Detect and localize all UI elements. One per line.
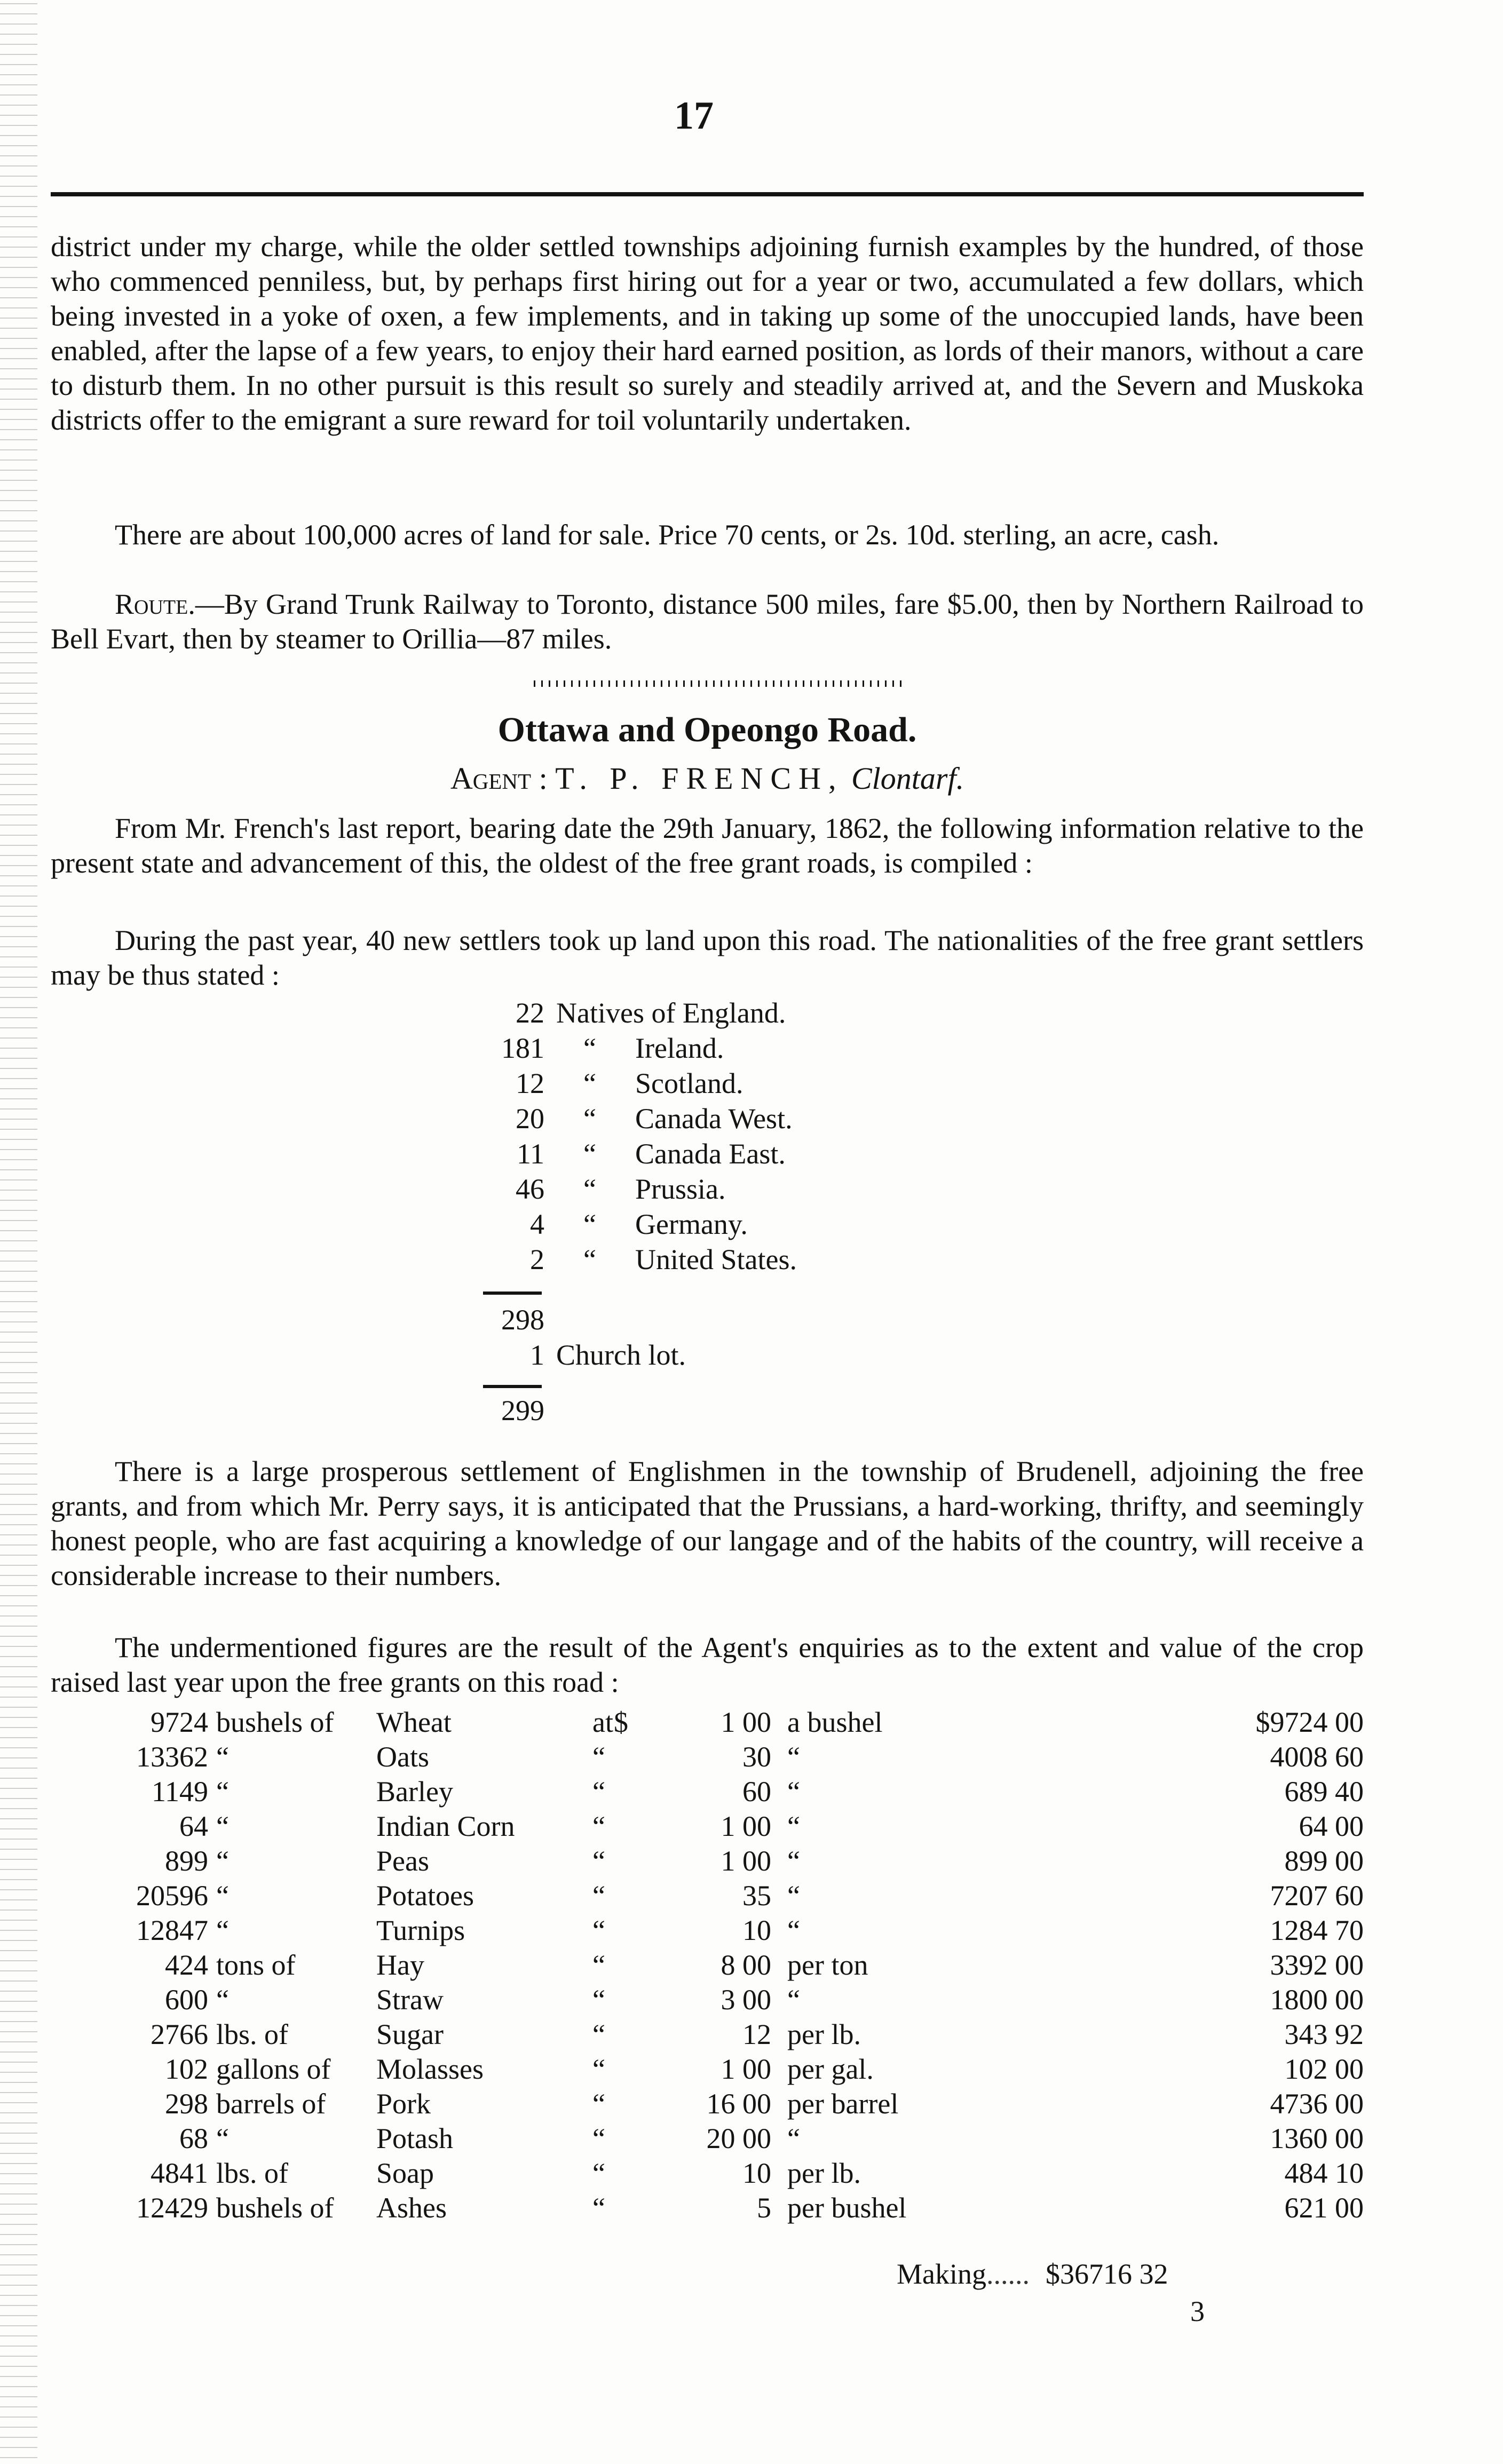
crop-unit-cell: “: [216, 1914, 229, 1946]
crop-price-cell: 5: [757, 2192, 771, 2224]
crop-item-cell: Peas: [376, 1845, 429, 1877]
crop-unit-cell: lbs. of: [216, 2018, 288, 2050]
crop-per-cell: per gal.: [787, 2053, 874, 2085]
crop-qty-cell: 4841: [151, 2157, 208, 2189]
crop-row: [51, 1809, 1364, 1844]
crop-item-cell: Potatoes: [376, 1880, 474, 1912]
nationalities-table: [459, 995, 797, 1277]
nationality-cell: United States.: [635, 1243, 797, 1275]
crop-at-cell: “: [592, 2018, 605, 2050]
crop-item-cell: Soap: [376, 2157, 434, 2189]
crop-per-cell: “: [787, 1880, 800, 1912]
crop-item-cell: Turnips: [376, 1914, 465, 1946]
nationality-row: [459, 1031, 797, 1066]
crop-qty-cell: 12847: [136, 1914, 208, 1946]
crop-qty-cell: 64: [179, 1810, 208, 1842]
nationality-cell: Prussia.: [635, 1173, 726, 1205]
crop-price-cell: 10: [742, 1914, 771, 1946]
crop-at-cell: “: [592, 1880, 605, 1912]
crop-total-cell: 7207 60: [1270, 1880, 1364, 1912]
nationality-cell: “: [583, 1103, 596, 1135]
crop-total-cell: 621 00: [1284, 2192, 1364, 2224]
crop-total-cell: $9724 00: [1255, 1706, 1364, 1738]
total-rule: [483, 1385, 542, 1388]
crop-at-cell: “: [592, 1984, 605, 2016]
header-rule: [51, 192, 1364, 196]
making-label: Making: [897, 2258, 986, 2290]
crop-qty-cell: 9724: [151, 1706, 208, 1738]
nationality-cell: “: [583, 1208, 596, 1240]
crop-qty-cell: 13362: [136, 1741, 208, 1773]
crop-at-cell: “: [592, 1845, 605, 1877]
crop-total-cell: 1360 00: [1270, 2122, 1364, 2154]
crop-per-cell: per ton: [787, 1949, 868, 1981]
crop-unit-cell: “: [216, 1741, 229, 1773]
crop-qty-cell: 600: [165, 1984, 208, 2016]
crop-per-cell: “: [787, 1914, 800, 1946]
crop-at-cell: at: [592, 1706, 613, 1738]
crop-price-cell: 20 00: [706, 2122, 771, 2154]
page-number: 17: [674, 94, 714, 138]
nationality-cell: Germany.: [635, 1208, 748, 1240]
crop-row: [51, 2191, 1364, 2225]
nationality-cell: “: [583, 1243, 596, 1275]
nationality-row: [459, 1066, 797, 1101]
nationality-cell: Ireland.: [635, 1032, 724, 1064]
crop-price-cell: 12: [742, 2018, 771, 2050]
crop-unit-cell: “: [216, 1845, 229, 1877]
crop-price-cell: 10: [742, 2157, 771, 2189]
crop-total-cell: 1284 70: [1270, 1914, 1364, 1946]
nationality-row: [459, 1171, 797, 1207]
nationality-cell: 181: [501, 1032, 544, 1064]
crop-unit-cell: “: [216, 1776, 229, 1808]
intro-paragraph: district under my charge, while the older settled townships adjoining furnish examples by the hundred, of those who commenced penniless, but, by perhaps first hiring out for a year or two, accumulated a few dollars, which being invested in a yoke of oxen, a few implements, and in taking up some of the unoccupied lands, have been enabled, after the lapse of a few years, to enjoy their hard earned position, as lords of their manors, without a care to disturb them. In no other pursuit is this result so surely and steadily arrived at, and the Severn and Muskoka districts offer to the emigrant a sure reward for toil voluntarily undertaken.: [51, 231, 1364, 436]
section-divider: [534, 680, 907, 687]
crop-per-cell: “: [787, 1810, 800, 1842]
making-total-line: Making...... $36716 32: [897, 2258, 1168, 2290]
crop-total-cell: 4736 00: [1270, 2088, 1364, 2120]
crop-price-cell: 1 00: [721, 2053, 771, 2085]
crop-row: [51, 1983, 1364, 2017]
land-sale-paragraph: There are about 100,000 acres of land for sale. Price 70 cents, or 2s. 10d. sterling, an acre, cash.: [115, 519, 1220, 551]
crop-unit-cell: tons of: [216, 1949, 296, 1981]
crop-per-cell: “: [787, 1776, 800, 1808]
crop-qty-cell: 1149: [152, 1776, 208, 1808]
crop-row: [51, 1705, 1364, 1740]
crop-total-cell: 1800 00: [1270, 1984, 1364, 2016]
brudenell-paragraph: There is a large prosperous settlement of Englishmen in the township of Brudenell, adjoining the free grants, and from which Mr. Perry says, it is anticipated that the Prussians, a hard-working, thrifty, and seemingly honest people, who are fast acquiring a knowledge of our langage and of the habits of the country, will receive a considerable increase to their numbers.: [51, 1455, 1364, 1591]
crop-unit-cell: “: [216, 1880, 229, 1912]
route-paragraph: [51, 587, 1364, 656]
crop-per-cell: per lb.: [787, 2018, 861, 2050]
crop-at-cell: “: [592, 1914, 605, 1946]
crop-unit-cell: bushels of: [216, 2192, 334, 2224]
nationality-cell: Canada East.: [635, 1138, 786, 1170]
crop-qty-cell: 424: [165, 1949, 208, 1981]
crop-unit-cell: gallons of: [216, 2053, 331, 2085]
crop-per-cell: “: [787, 1984, 800, 2016]
nationality-row: [459, 1136, 797, 1171]
nationality-cell: “: [583, 1173, 596, 1205]
crop-price-cell: 35: [742, 1880, 771, 1912]
crop-total-cell: 484 10: [1284, 2157, 1364, 2189]
crop-total-cell: 102 00: [1284, 2053, 1364, 2085]
subtotal-rule: [483, 1292, 542, 1295]
crop-item-cell: Oats: [376, 1741, 429, 1773]
crop-qty-cell: 102: [165, 2053, 208, 2085]
crop-at-cell: “: [592, 2122, 605, 2154]
nationality-cell: 2: [530, 1243, 544, 1275]
crop-unit-cell: bushels of: [216, 1706, 334, 1738]
nationality-cell: 20: [516, 1103, 544, 1135]
crop-qty-cell: 12429: [136, 2192, 208, 2224]
crop-unit-cell: “: [216, 1810, 229, 1842]
signature-mark: 3: [1190, 2295, 1205, 2327]
crop-total-cell: 3392 00: [1270, 1949, 1364, 1981]
crop-row: [51, 1913, 1364, 1948]
crop-at-cell: “: [592, 1741, 605, 1773]
crop-per-cell: “: [787, 1741, 800, 1773]
nationalities-total: 299: [501, 1395, 544, 1427]
crop-row: [51, 2156, 1364, 2191]
crop-qty-cell: 2766: [151, 2018, 208, 2050]
crop-row: [51, 2052, 1364, 2087]
settlers-paragraph: During the past year, 40 new settlers took up land upon this road. The nationalities of the free grant settlers may be thus stated :: [51, 924, 1364, 991]
nationalities-total-block: [459, 1393, 544, 1428]
crop-price-cell: 3 00: [721, 1984, 771, 2016]
crop-at-cell: “: [592, 1776, 605, 1808]
crop-row: [51, 2121, 1364, 2156]
crop-total-cell: 343 92: [1284, 2018, 1364, 2050]
crop-price-cell: 1 00: [721, 1706, 771, 1738]
crop-item-cell: Ashes: [376, 2192, 447, 2224]
crop-price-cell: 30: [742, 1741, 771, 1773]
crop-row: [51, 1740, 1364, 1774]
crop-at-cell: “: [592, 2157, 605, 2189]
crop-at-cell: “: [592, 1810, 605, 1842]
crop-item-cell: Pork: [376, 2088, 431, 2120]
crop-price-cell: 1 00: [721, 1845, 771, 1877]
nationalities-subtotal: 298: [501, 1304, 544, 1336]
crop-item-cell: Sugar: [376, 2018, 444, 2050]
nationality-cell: 11: [517, 1138, 544, 1170]
crop-per-cell: “: [787, 2122, 800, 2154]
crop-item-cell: Potash: [376, 2122, 454, 2154]
agent-location: Clontarf.: [851, 761, 964, 796]
crop-row: [51, 1879, 1364, 1913]
crop-qty-cell: 899: [165, 1845, 208, 1877]
crop-row: [51, 2087, 1364, 2121]
crop-price-cell: 60: [742, 1776, 771, 1808]
nationality-cell: “: [583, 1138, 596, 1170]
crop-dollar-cell: $: [614, 1706, 628, 1738]
crop-item-cell: Barley: [376, 1776, 453, 1808]
crop-per-cell: per barrel: [787, 2088, 899, 2120]
church-lot-count: 1: [530, 1339, 544, 1371]
crop-price-cell: 16 00: [706, 2088, 771, 2120]
crop-per-cell: per bushel: [787, 2192, 907, 2224]
crop-qty-cell: 298: [165, 2088, 208, 2120]
crop-per-cell: a bushel: [787, 1706, 883, 1738]
nationality-cell: Scotland.: [635, 1067, 743, 1099]
crop-row: [51, 2017, 1364, 2052]
nationality-row: [459, 1101, 797, 1136]
route-label: Route.: [115, 588, 195, 620]
crop-row: [51, 1948, 1364, 1983]
crop-at-cell: “: [592, 2053, 605, 2085]
crop-item-cell: Indian Corn: [376, 1810, 515, 1842]
crop-total-cell: 4008 60: [1270, 1741, 1364, 1773]
crop-total-cell: 689 40: [1284, 1776, 1364, 1808]
nationality-row: [459, 1242, 797, 1277]
nationality-row: [459, 995, 797, 1031]
crop-unit-cell: “: [216, 1984, 229, 2016]
crop-at-cell: “: [592, 2088, 605, 2120]
crop-price-cell: 8 00: [721, 1949, 771, 1981]
nationality-cell: 22: [516, 997, 544, 1029]
crop-at-cell: “: [592, 2192, 605, 2224]
report-paragraph: From Mr. French's last report, bearing date the 29th January, 1862, the following information relative to the present state and advancement of this, the oldest of the free grant roads, is compiled :: [51, 812, 1364, 879]
crop-item-cell: Straw: [376, 1984, 444, 2016]
nationality-cell: “: [583, 1067, 596, 1099]
crop-intro-paragraph: The undermentioned figures are the result of the Agent's enquiries as to the extent and value of the crop raised last year upon the free grants on this road :: [51, 1631, 1364, 1698]
nationalities-subtotal-block: [459, 1302, 686, 1373]
crop-at-cell: “: [592, 1949, 605, 1981]
section-title: Ottawa and Opeongo Road.: [497, 710, 917, 749]
nationality-cell: Canada West.: [635, 1103, 793, 1135]
crop-item-cell: Wheat: [376, 1706, 452, 1738]
crop-row: [51, 1774, 1364, 1809]
crop-total-cell: 899 00: [1284, 1845, 1364, 1877]
nationality-row: [459, 1207, 797, 1242]
making-total: $36716 32: [1046, 2258, 1168, 2290]
church-lot-label: Church lot.: [556, 1339, 686, 1371]
scanned-page-edge: [0, 0, 37, 2464]
crop-unit-cell: lbs. of: [216, 2157, 288, 2189]
crop-price-cell: 1 00: [721, 1810, 771, 1842]
crop-total-cell: 64 00: [1299, 1810, 1364, 1842]
agent-line: [51, 760, 1364, 796]
crop-qty-cell: 20596: [136, 1880, 208, 1912]
crop-per-cell: per lb.: [787, 2157, 861, 2189]
nationality-cell: Natives of England.: [556, 997, 786, 1029]
crop-item-cell: Molasses: [376, 2053, 484, 2085]
crop-unit-cell: “: [216, 2122, 229, 2154]
crop-unit-cell: barrels of: [216, 2088, 326, 2120]
nationality-cell: 12: [516, 1067, 544, 1099]
crop-row: [51, 1844, 1364, 1879]
agent-label: Agent :: [450, 761, 548, 796]
crop-per-cell: “: [787, 1845, 800, 1877]
route-text: —By Grand Trunk Railway to Toronto, distance 500 miles, fare $5.00, then by Northern Railroad to Bell Evart, then by steamer to Orillia—87 miles.: [51, 588, 1364, 655]
crop-qty-cell: 68: [179, 2122, 208, 2154]
nationality-cell: 46: [516, 1173, 544, 1205]
crop-table: [51, 1705, 1364, 2225]
crop-item-cell: Hay: [376, 1949, 424, 1981]
nationality-cell: 4: [530, 1208, 544, 1240]
agent-name: T. P. FRENCH,: [555, 761, 844, 796]
nationality-cell: “: [583, 1032, 596, 1064]
